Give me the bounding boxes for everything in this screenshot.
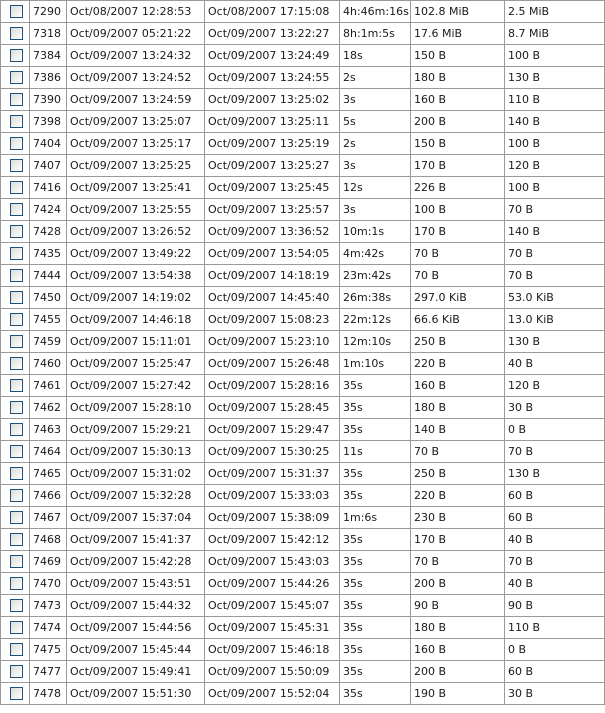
session-download: 200 B xyxy=(411,661,505,683)
session-start: Oct/09/2007 13:24:32 xyxy=(67,45,205,67)
session-start: Oct/09/2007 15:29:21 xyxy=(67,419,205,441)
session-duration: 35s xyxy=(340,683,411,705)
session-start: Oct/08/2007 12:28:53 xyxy=(67,1,205,23)
row-checkbox[interactable] xyxy=(10,159,23,172)
session-start: Oct/09/2007 15:37:04 xyxy=(67,507,205,529)
table-row xyxy=(1,331,605,353)
session-upload: 100 B xyxy=(505,45,605,67)
session-download: 170 B xyxy=(411,155,505,177)
row-select-cell[interactable] xyxy=(1,529,30,551)
row-select-cell[interactable] xyxy=(1,441,30,463)
table-row xyxy=(1,265,605,287)
session-duration: 1m:10s xyxy=(340,353,411,375)
row-select-cell[interactable] xyxy=(1,595,30,617)
session-start: Oct/09/2007 14:19:02 xyxy=(67,287,205,309)
session-start: Oct/09/2007 15:30:13 xyxy=(67,441,205,463)
session-upload: 13.0 KiB xyxy=(505,309,605,331)
row-select-cell[interactable] xyxy=(1,551,30,573)
row-select-cell[interactable] xyxy=(1,507,30,529)
row-select-cell[interactable] xyxy=(1,309,30,331)
session-upload: 70 B xyxy=(505,441,605,463)
table-row xyxy=(1,111,605,133)
session-id: 7464 xyxy=(30,441,67,463)
row-checkbox[interactable] xyxy=(10,49,23,62)
row-select-cell[interactable] xyxy=(1,1,30,23)
table-row xyxy=(1,485,605,507)
row-select-cell[interactable] xyxy=(1,661,30,683)
row-select-cell[interactable] xyxy=(1,221,30,243)
session-id: 7474 xyxy=(30,617,67,639)
table-row xyxy=(1,155,605,177)
session-id: 7462 xyxy=(30,397,67,419)
session-upload: 130 B xyxy=(505,331,605,353)
table-row xyxy=(1,23,605,45)
session-download: 250 B xyxy=(411,463,505,485)
session-end: Oct/09/2007 13:25:57 xyxy=(205,199,340,221)
session-id: 7435 xyxy=(30,243,67,265)
session-start: Oct/09/2007 15:45:44 xyxy=(67,639,205,661)
session-id: 7461 xyxy=(30,375,67,397)
row-checkbox[interactable] xyxy=(10,401,23,414)
session-duration: 12m:10s xyxy=(340,331,411,353)
session-upload: 140 B xyxy=(505,221,605,243)
session-id: 7463 xyxy=(30,419,67,441)
session-id: 7444 xyxy=(30,265,67,287)
session-start: Oct/09/2007 13:49:22 xyxy=(67,243,205,265)
row-select-cell[interactable] xyxy=(1,89,30,111)
session-duration: 8h:1m:5s xyxy=(340,23,411,45)
session-upload: 30 B xyxy=(505,397,605,419)
row-select-cell[interactable] xyxy=(1,199,30,221)
row-select-cell[interactable] xyxy=(1,177,30,199)
row-checkbox[interactable] xyxy=(10,621,23,634)
table-row xyxy=(1,287,605,309)
session-id: 7450 xyxy=(30,287,67,309)
session-id: 7460 xyxy=(30,353,67,375)
session-start: Oct/09/2007 13:24:59 xyxy=(67,89,205,111)
session-end: Oct/09/2007 14:45:40 xyxy=(205,287,340,309)
table-row xyxy=(1,419,605,441)
session-upload: 2.5 MiB xyxy=(505,1,605,23)
table-row xyxy=(1,683,605,705)
session-download: 150 B xyxy=(411,133,505,155)
table-row xyxy=(1,221,605,243)
table-row xyxy=(1,595,605,617)
session-end: Oct/09/2007 15:28:16 xyxy=(205,375,340,397)
session-download: 200 B xyxy=(411,111,505,133)
session-duration: 18s xyxy=(340,45,411,67)
session-start: Oct/09/2007 14:46:18 xyxy=(67,309,205,331)
table-row xyxy=(1,639,605,661)
session-start: Oct/09/2007 15:51:30 xyxy=(67,683,205,705)
session-id: 7404 xyxy=(30,133,67,155)
row-select-cell[interactable] xyxy=(1,45,30,67)
session-end: Oct/09/2007 15:50:09 xyxy=(205,661,340,683)
session-download: 70 B xyxy=(411,441,505,463)
session-start: Oct/09/2007 15:41:37 xyxy=(67,529,205,551)
session-start: Oct/09/2007 15:43:51 xyxy=(67,573,205,595)
session-upload: 120 B xyxy=(505,375,605,397)
session-end: Oct/09/2007 13:25:02 xyxy=(205,89,340,111)
session-duration: 4m:42s xyxy=(340,243,411,265)
session-start: Oct/09/2007 13:24:52 xyxy=(67,67,205,89)
session-end: Oct/09/2007 15:26:48 xyxy=(205,353,340,375)
session-download: 102.8 MiB xyxy=(411,1,505,23)
session-download: 180 B xyxy=(411,67,505,89)
session-upload: 110 B xyxy=(505,617,605,639)
row-checkbox[interactable] xyxy=(10,357,23,370)
session-duration: 12s xyxy=(340,177,411,199)
session-duration: 35s xyxy=(340,375,411,397)
session-upload: 130 B xyxy=(505,463,605,485)
row-checkbox[interactable] xyxy=(10,599,23,612)
session-duration: 35s xyxy=(340,485,411,507)
session-end: Oct/09/2007 15:23:10 xyxy=(205,331,340,353)
session-download: 200 B xyxy=(411,573,505,595)
session-end: Oct/09/2007 13:36:52 xyxy=(205,221,340,243)
session-start: Oct/09/2007 13:25:41 xyxy=(67,177,205,199)
session-upload: 140 B xyxy=(505,111,605,133)
row-select-cell[interactable] xyxy=(1,331,30,353)
session-upload: 60 B xyxy=(505,507,605,529)
row-checkbox[interactable] xyxy=(10,577,23,590)
session-id: 7424 xyxy=(30,199,67,221)
session-id: 7416 xyxy=(30,177,67,199)
row-checkbox[interactable] xyxy=(10,5,23,18)
session-id: 7455 xyxy=(30,309,67,331)
session-end: Oct/09/2007 15:31:37 xyxy=(205,463,340,485)
table-row xyxy=(1,463,605,485)
session-download: 226 B xyxy=(411,177,505,199)
session-end: Oct/09/2007 14:18:19 xyxy=(205,265,340,287)
row-checkbox[interactable] xyxy=(10,93,23,106)
session-download: 70 B xyxy=(411,265,505,287)
session-duration: 35s xyxy=(340,661,411,683)
row-checkbox[interactable] xyxy=(10,137,23,150)
row-checkbox[interactable] xyxy=(10,313,23,326)
session-download: 150 B xyxy=(411,45,505,67)
session-id: 7478 xyxy=(30,683,67,705)
session-end: Oct/09/2007 15:38:09 xyxy=(205,507,340,529)
session-download: 90 B xyxy=(411,595,505,617)
table-row xyxy=(1,1,605,23)
session-upload: 40 B xyxy=(505,573,605,595)
session-download: 180 B xyxy=(411,617,505,639)
session-upload: 130 B xyxy=(505,67,605,89)
session-download: 100 B xyxy=(411,199,505,221)
session-download: 220 B xyxy=(411,485,505,507)
session-duration: 2s xyxy=(340,67,411,89)
session-download: 220 B xyxy=(411,353,505,375)
session-start: Oct/09/2007 13:26:52 xyxy=(67,221,205,243)
session-download: 160 B xyxy=(411,639,505,661)
session-start: Oct/09/2007 15:49:41 xyxy=(67,661,205,683)
session-start: Oct/09/2007 15:25:47 xyxy=(67,353,205,375)
session-end: Oct/09/2007 15:43:03 xyxy=(205,551,340,573)
session-end: Oct/09/2007 15:29:47 xyxy=(205,419,340,441)
session-end: Oct/09/2007 13:25:45 xyxy=(205,177,340,199)
session-upload: 40 B xyxy=(505,529,605,551)
session-id: 7475 xyxy=(30,639,67,661)
row-checkbox[interactable] xyxy=(10,225,23,238)
row-checkbox[interactable] xyxy=(10,269,23,282)
session-download: 170 B xyxy=(411,529,505,551)
session-start: Oct/09/2007 13:25:17 xyxy=(67,133,205,155)
session-duration: 5s xyxy=(340,111,411,133)
session-duration: 3s xyxy=(340,199,411,221)
session-start: Oct/09/2007 13:54:38 xyxy=(67,265,205,287)
table-row xyxy=(1,507,605,529)
row-checkbox[interactable] xyxy=(10,643,23,656)
row-select-cell[interactable] xyxy=(1,375,30,397)
table-row xyxy=(1,45,605,67)
session-duration: 4h:46m:16s xyxy=(340,1,411,23)
row-checkbox[interactable] xyxy=(10,291,23,304)
session-end: Oct/09/2007 15:33:03 xyxy=(205,485,340,507)
row-checkbox[interactable] xyxy=(10,335,23,348)
session-start: Oct/09/2007 13:25:55 xyxy=(67,199,205,221)
session-end: Oct/09/2007 13:22:27 xyxy=(205,23,340,45)
session-id: 7384 xyxy=(30,45,67,67)
session-id: 7459 xyxy=(30,331,67,353)
session-download: 70 B xyxy=(411,551,505,573)
session-duration: 1m:6s xyxy=(340,507,411,529)
session-duration: 11s xyxy=(340,441,411,463)
session-duration: 35s xyxy=(340,529,411,551)
table-row xyxy=(1,67,605,89)
session-upload: 100 B xyxy=(505,177,605,199)
session-upload: 0 B xyxy=(505,419,605,441)
session-duration: 35s xyxy=(340,573,411,595)
session-download: 70 B xyxy=(411,243,505,265)
session-id: 7390 xyxy=(30,89,67,111)
session-start: Oct/09/2007 15:42:28 xyxy=(67,551,205,573)
session-end: Oct/09/2007 15:28:45 xyxy=(205,397,340,419)
session-start: Oct/09/2007 15:32:28 xyxy=(67,485,205,507)
session-id: 7398 xyxy=(30,111,67,133)
row-select-cell[interactable] xyxy=(1,133,30,155)
table-row xyxy=(1,397,605,419)
row-checkbox[interactable] xyxy=(10,555,23,568)
session-upload: 70 B xyxy=(505,243,605,265)
row-select-cell[interactable] xyxy=(1,111,30,133)
session-id: 7386 xyxy=(30,67,67,89)
row-select-cell[interactable] xyxy=(1,155,30,177)
session-end: Oct/09/2007 15:42:12 xyxy=(205,529,340,551)
table-row xyxy=(1,89,605,111)
row-select-cell[interactable] xyxy=(1,23,30,45)
session-duration: 10m:1s xyxy=(340,221,411,243)
row-select-cell[interactable] xyxy=(1,287,30,309)
table-row xyxy=(1,551,605,573)
row-checkbox[interactable] xyxy=(10,115,23,128)
session-start: Oct/09/2007 15:44:32 xyxy=(67,595,205,617)
session-upload: 100 B xyxy=(505,133,605,155)
session-start: Oct/09/2007 15:27:42 xyxy=(67,375,205,397)
session-upload: 60 B xyxy=(505,661,605,683)
row-checkbox[interactable] xyxy=(10,203,23,216)
session-id: 7465 xyxy=(30,463,67,485)
row-checkbox[interactable] xyxy=(10,445,23,458)
table-row xyxy=(1,529,605,551)
session-duration: 35s xyxy=(340,617,411,639)
session-download: 160 B xyxy=(411,89,505,111)
session-upload: 60 B xyxy=(505,485,605,507)
session-end: Oct/09/2007 13:54:05 xyxy=(205,243,340,265)
row-select-cell[interactable] xyxy=(1,617,30,639)
session-download: 250 B xyxy=(411,331,505,353)
session-end: Oct/09/2007 13:25:27 xyxy=(205,155,340,177)
session-duration: 2s xyxy=(340,133,411,155)
table-row xyxy=(1,243,605,265)
session-download: 17.6 MiB xyxy=(411,23,505,45)
session-id: 7477 xyxy=(30,661,67,683)
session-duration: 3s xyxy=(340,89,411,111)
session-id: 7318 xyxy=(30,23,67,45)
session-upload: 70 B xyxy=(505,199,605,221)
session-id: 7428 xyxy=(30,221,67,243)
session-upload: 30 B xyxy=(505,683,605,705)
session-start: Oct/09/2007 15:28:10 xyxy=(67,397,205,419)
session-download: 190 B xyxy=(411,683,505,705)
row-checkbox[interactable] xyxy=(10,71,23,84)
row-checkbox[interactable] xyxy=(10,533,23,546)
row-select-cell[interactable] xyxy=(1,573,30,595)
session-end: Oct/09/2007 15:08:23 xyxy=(205,309,340,331)
row-select-cell[interactable] xyxy=(1,353,30,375)
session-download: 170 B xyxy=(411,221,505,243)
session-upload: 70 B xyxy=(505,551,605,573)
session-end: Oct/09/2007 15:45:31 xyxy=(205,617,340,639)
row-checkbox[interactable] xyxy=(10,665,23,678)
session-duration: 35s xyxy=(340,463,411,485)
row-checkbox[interactable] xyxy=(10,467,23,480)
row-select-cell[interactable] xyxy=(1,243,30,265)
session-id: 7468 xyxy=(30,529,67,551)
table-row xyxy=(1,199,605,221)
session-download: 230 B xyxy=(411,507,505,529)
table-row xyxy=(1,177,605,199)
session-start: Oct/09/2007 15:31:02 xyxy=(67,463,205,485)
row-select-cell[interactable] xyxy=(1,397,30,419)
session-duration: 3s xyxy=(340,155,411,177)
session-end: Oct/09/2007 15:44:26 xyxy=(205,573,340,595)
session-end: Oct/09/2007 13:25:19 xyxy=(205,133,340,155)
session-id: 7469 xyxy=(30,551,67,573)
row-checkbox[interactable] xyxy=(10,511,23,524)
session-download: 180 B xyxy=(411,397,505,419)
session-duration: 35s xyxy=(340,419,411,441)
session-start: Oct/09/2007 15:44:56 xyxy=(67,617,205,639)
session-end: Oct/09/2007 15:30:25 xyxy=(205,441,340,463)
session-end: Oct/09/2007 13:24:55 xyxy=(205,67,340,89)
session-id: 7466 xyxy=(30,485,67,507)
row-select-cell[interactable] xyxy=(1,67,30,89)
session-duration: 23m:42s xyxy=(340,265,411,287)
row-select-cell[interactable] xyxy=(1,639,30,661)
sessions-table-body xyxy=(1,1,605,705)
session-start: Oct/09/2007 13:25:07 xyxy=(67,111,205,133)
session-download: 140 B xyxy=(411,419,505,441)
row-checkbox[interactable] xyxy=(10,379,23,392)
table-row xyxy=(1,375,605,397)
row-checkbox[interactable] xyxy=(10,423,23,436)
session-end: Oct/09/2007 15:46:18 xyxy=(205,639,340,661)
session-duration: 35s xyxy=(340,639,411,661)
session-duration: 35s xyxy=(340,551,411,573)
row-checkbox[interactable] xyxy=(10,181,23,194)
session-end: Oct/09/2007 13:25:11 xyxy=(205,111,340,133)
table-row xyxy=(1,617,605,639)
table-row xyxy=(1,573,605,595)
row-select-cell[interactable] xyxy=(1,265,30,287)
session-end: Oct/08/2007 17:15:08 xyxy=(205,1,340,23)
session-end: Oct/09/2007 13:24:49 xyxy=(205,45,340,67)
session-download: 297.0 KiB xyxy=(411,287,505,309)
session-id: 7473 xyxy=(30,595,67,617)
session-upload: 8.7 MiB xyxy=(505,23,605,45)
row-checkbox[interactable] xyxy=(10,247,23,260)
session-upload: 0 B xyxy=(505,639,605,661)
row-checkbox[interactable] xyxy=(10,489,23,502)
session-start: Oct/09/2007 13:25:25 xyxy=(67,155,205,177)
table-row xyxy=(1,661,605,683)
table-row xyxy=(1,133,605,155)
session-upload: 110 B xyxy=(505,89,605,111)
session-upload: 40 B xyxy=(505,353,605,375)
session-upload: 70 B xyxy=(505,265,605,287)
session-start: Oct/09/2007 15:11:01 xyxy=(67,331,205,353)
session-download: 160 B xyxy=(411,375,505,397)
session-upload: 53.0 KiB xyxy=(505,287,605,309)
session-start: Oct/09/2007 05:21:22 xyxy=(67,23,205,45)
row-select-cell[interactable] xyxy=(1,463,30,485)
session-download: 66.6 KiB xyxy=(411,309,505,331)
row-select-cell[interactable] xyxy=(1,419,30,441)
session-id: 7470 xyxy=(30,573,67,595)
session-end: Oct/09/2007 15:52:04 xyxy=(205,683,340,705)
session-end: Oct/09/2007 15:45:07 xyxy=(205,595,340,617)
table-row xyxy=(1,309,605,331)
session-upload: 120 B xyxy=(505,155,605,177)
session-id: 7467 xyxy=(30,507,67,529)
table-row xyxy=(1,353,605,375)
table-row xyxy=(1,441,605,463)
session-duration: 35s xyxy=(340,595,411,617)
session-duration: 35s xyxy=(340,397,411,419)
row-select-cell[interactable] xyxy=(1,683,30,705)
session-upload: 90 B xyxy=(505,595,605,617)
session-id: 7407 xyxy=(30,155,67,177)
session-duration: 22m:12s xyxy=(340,309,411,331)
row-select-cell[interactable] xyxy=(1,485,30,507)
row-checkbox[interactable] xyxy=(10,687,23,700)
row-checkbox[interactable] xyxy=(10,27,23,40)
session-duration: 26m:38s xyxy=(340,287,411,309)
session-id: 7290 xyxy=(30,1,67,23)
